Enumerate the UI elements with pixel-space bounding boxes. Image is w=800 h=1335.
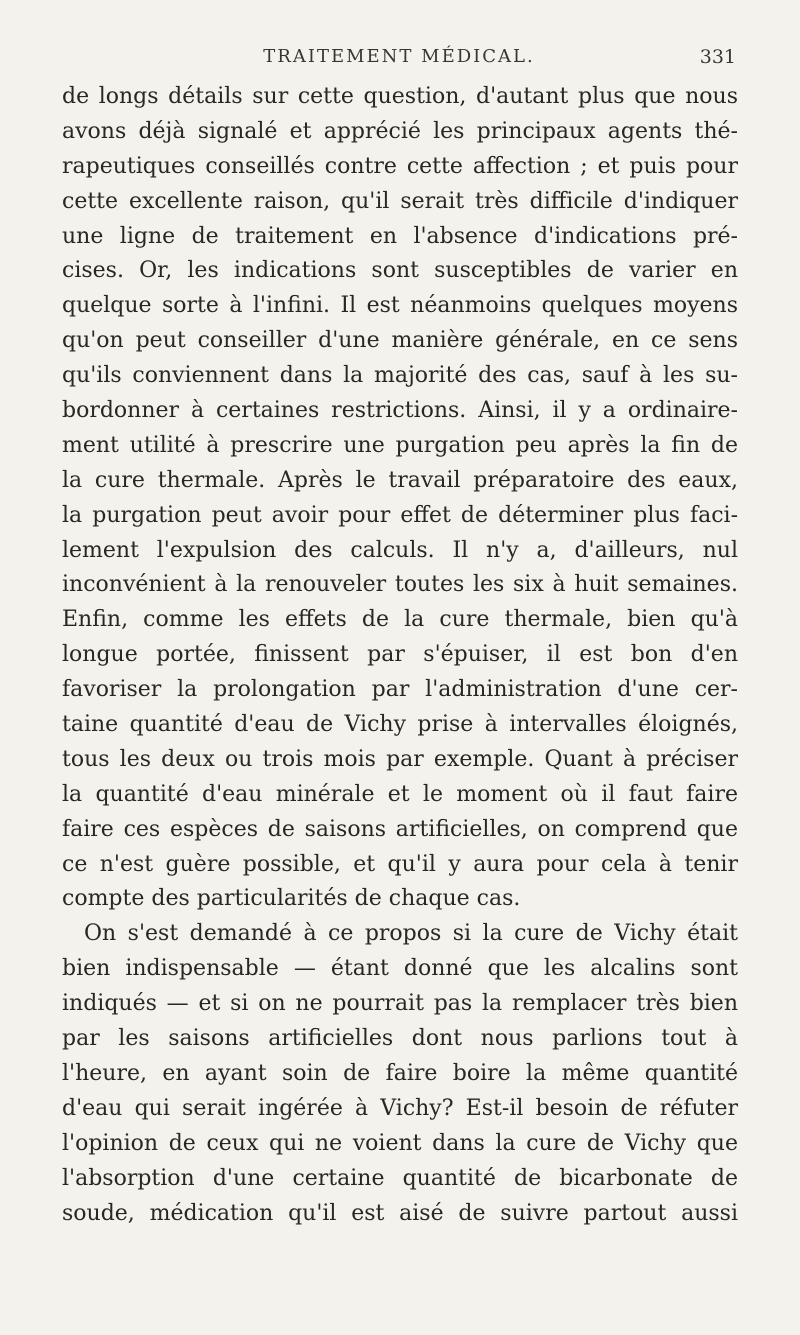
text-line: de longs détails sur cette question, d'autant plus que nous <box>62 84 738 109</box>
text-line: faire ces espèces de saisons artificielles, on comprend que <box>62 816 738 842</box>
text-line: taine quantité d'eau de Vichy prise à intervalles éloignés, <box>62 712 738 738</box>
page-header <box>62 46 736 76</box>
text-line: bien indispensable — étant donné que les alcalins sont <box>62 956 738 982</box>
text-line: cette excellente raison, qu'il serait très difficile d'indiquer <box>62 188 738 214</box>
text-line: inconvénient à la renouveler toutes les six à huit semaines. <box>62 572 738 598</box>
text-line: la quantité d'eau minérale et le moment où il faut faire <box>62 781 738 807</box>
text-line: lement l'expulsion des calculs. Il n'y a, d'ailleurs, nul <box>62 537 738 563</box>
text-line: qu'on peut conseiller d'une manière générale, en ce sens <box>62 328 738 354</box>
running-title: TRAITEMENT MÉDICAL. <box>263 46 535 67</box>
text-line: l'absorption d'une certaine quantité de bicarbonate de <box>62 1165 738 1191</box>
text-line: soude, médication qu'il est aisé de suivre partout aussi <box>62 1200 738 1226</box>
text-line: qu'ils conviennent dans la majorité des cas, sauf à les su- <box>62 363 738 389</box>
text-line: bordonner à certaines restrictions. Ainsi, il y a ordinaire- <box>62 398 738 424</box>
text-line: la purgation peut avoir pour effet de déterminer plus faci- <box>62 502 738 528</box>
text-line: tous les deux ou trois mois par exemple. Quant à préciser <box>62 746 738 772</box>
text-line: ce n'est guère possible, et qu'il y aura pour cela à tenir <box>62 851 738 877</box>
text-line: l'heure, en ayant soin de faire boire la même quantité <box>62 1060 738 1086</box>
body-text <box>62 80 738 1231</box>
text-line: l'opinion de ceux qui ne voient dans la cure de Vichy que <box>62 1130 738 1156</box>
paragraph-end-line: compte des particularités de chaque cas. <box>62 886 521 912</box>
text-line: Enfin, comme les effets de la cure thermale, bien qu'à <box>62 607 738 633</box>
page-number: 331 <box>699 46 736 68</box>
text-line: quelque sorte à l'infini. Il est néanmoins quelques moyens <box>62 293 738 319</box>
paragraph-start-line: On s'est demandé à ce propos si la cure de Vichy était <box>84 921 738 947</box>
text-line: favoriser la prolongation par l'administration d'une cer- <box>62 677 738 703</box>
text-line: indiqués — et si on ne pourrait pas la remplacer très bien <box>62 991 738 1017</box>
text-line: longue portée, finissent par s'épuiser, il est bon d'en <box>62 642 738 668</box>
text-line: rapeutiques conseillés contre cette affection ; et puis pour <box>62 153 738 179</box>
text-line: par les saisons artificielles dont nous parlions tout à <box>62 1026 738 1052</box>
text-line: avons déjà signalé et apprécié les principaux agents thé- <box>62 118 738 144</box>
text-line: cises. Or, les indications sont susceptibles de varier en <box>62 258 738 284</box>
text-line: d'eau qui serait ingérée à Vichy? Est-il besoin de réfuter <box>62 1095 738 1121</box>
text-line: une ligne de traitement en l'absence d'indications pré- <box>62 223 738 249</box>
text-line: la cure thermale. Après le travail préparatoire des eaux, <box>62 467 738 493</box>
text-line: ment utilité à prescrire une purgation peu après la fin de <box>62 432 738 458</box>
